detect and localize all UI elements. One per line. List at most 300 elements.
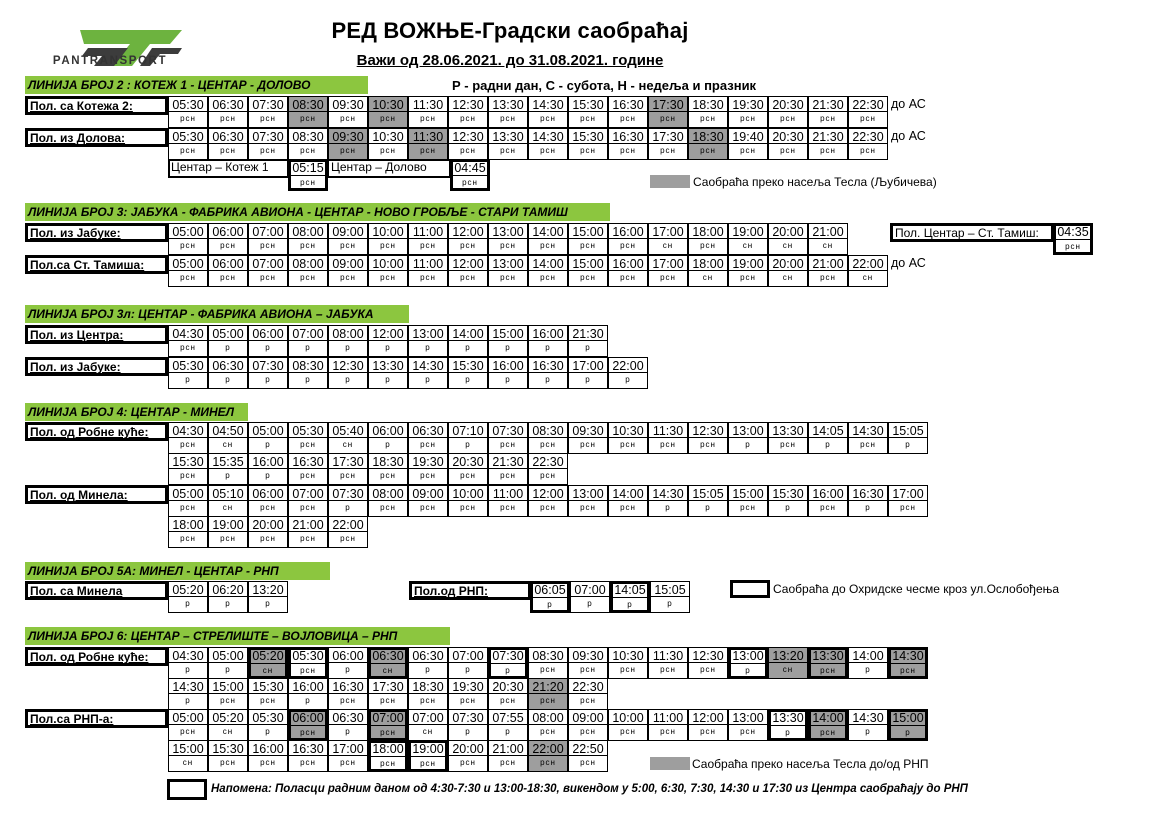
- departure-cell: [408, 740, 448, 772]
- departure-days: рсн: [260, 146, 276, 155]
- departure-time: 06:20: [209, 582, 247, 597]
- departure-days: р: [305, 343, 311, 352]
- departure-days: рсн: [460, 696, 476, 705]
- departure-time: 10:00: [609, 710, 647, 725]
- departure-days: рсн: [900, 666, 916, 675]
- departure-cell: [448, 709, 488, 741]
- departure-days: рсн: [740, 114, 756, 123]
- departure-days: р: [505, 666, 511, 675]
- departure-time: 20:30: [769, 97, 807, 112]
- departure-days: рсн: [420, 471, 436, 480]
- line-3-special-cell: 04:35 рсн: [1053, 223, 1093, 255]
- departure-cell: [888, 709, 928, 741]
- departure-time: 12:30: [689, 423, 727, 438]
- departure-days: р: [185, 696, 191, 705]
- departure-cell: [448, 740, 488, 772]
- departure-cell: [208, 581, 248, 613]
- departure-time: 06:30: [329, 710, 367, 725]
- line-3l-header: ЛИНИЈА БРОЈ 3л: ЦЕНТАР - ФАБРИКА АВИОНА – ЈАБУКА: [25, 305, 409, 323]
- departure-time: 16:30: [609, 97, 647, 112]
- departure-cell: [808, 223, 848, 255]
- departure-time: 20:30: [489, 679, 527, 694]
- departure-cell: [408, 128, 448, 160]
- departure-days: рсн: [660, 665, 676, 674]
- departure-cell: [288, 422, 328, 454]
- line-3l-row2-label: Пол. из Јабуке:: [25, 357, 168, 376]
- departure-days: р: [587, 599, 593, 608]
- departure-cell: [208, 128, 248, 160]
- departure-days: рсн: [580, 114, 596, 123]
- departure-cell: [888, 647, 928, 679]
- departure-days: рсн: [300, 440, 316, 449]
- departure-cell: [568, 422, 608, 454]
- departure-cell: [248, 740, 288, 772]
- departure-cell: [368, 128, 408, 160]
- departure-cell: [688, 422, 728, 454]
- departure-time: 09:30: [569, 423, 607, 438]
- departure-time: 08:00: [289, 256, 327, 271]
- departure-time: 05:30: [169, 129, 207, 144]
- departure-time: 16:00: [809, 486, 847, 501]
- departure-cell: [208, 678, 248, 710]
- departure-cell: [248, 255, 288, 287]
- departure-cell: [608, 422, 648, 454]
- departure-cell: [648, 255, 688, 287]
- departure-cell: [650, 581, 690, 613]
- departure-time: 05:00: [209, 326, 247, 341]
- departure-cell: [368, 740, 408, 772]
- departure-time: 16:30: [609, 129, 647, 144]
- departure-time: 13:00: [489, 256, 527, 271]
- departure-days: р: [265, 599, 271, 608]
- departure-time: 07:30: [489, 423, 527, 438]
- departure-time: 07:00: [449, 648, 487, 663]
- departure-days: сн: [782, 241, 794, 250]
- departure-days: рсн: [300, 114, 316, 123]
- line-4-row1-label: Пол. од Робне куће:: [25, 422, 168, 441]
- departure-days: рсн: [540, 727, 556, 736]
- departure-days: рсн: [540, 758, 556, 767]
- departure-days: рсн: [620, 727, 636, 736]
- departure-time: 16:30: [849, 486, 887, 501]
- departure-cell: [288, 453, 328, 485]
- departure-days: рсн: [540, 471, 556, 480]
- line-3-row2-extra: до АС: [891, 256, 926, 270]
- departure-time: 06:00: [209, 256, 247, 271]
- departure-days: рсн: [780, 146, 796, 155]
- departure-time: 16:00: [529, 326, 567, 341]
- departure-time: 09:30: [329, 97, 367, 112]
- line-4-header: ЛИНИЈА БРОЈ 4: ЦЕНТАР - МИНЕЛ: [25, 403, 248, 421]
- departure-time: 08:00: [289, 224, 327, 239]
- departure-cell: [168, 647, 208, 679]
- line-4-row2-label: Пол. од Минела:: [25, 485, 168, 504]
- line-3-special-label: Пол. Центар – Ст. Тамиш:: [890, 223, 1054, 242]
- departure-cell: [568, 223, 608, 255]
- departure-cell: [488, 709, 528, 741]
- departure-cell: [328, 740, 368, 772]
- departure-time: 05:20: [169, 582, 207, 597]
- departure-time: 20:00: [249, 517, 287, 532]
- departure-cell: [448, 128, 488, 160]
- departure-time: 07:00: [249, 256, 287, 271]
- departure-time: 10:30: [369, 129, 407, 144]
- departure-cell: [768, 485, 808, 517]
- departure-days: р: [545, 343, 551, 352]
- departure-days: р: [425, 375, 431, 384]
- departure-time: 22:00: [529, 741, 567, 756]
- departure-cell: [368, 709, 408, 741]
- departure-days: р: [465, 727, 471, 736]
- departure-days: р: [505, 727, 511, 736]
- departure-time: 09:00: [569, 710, 607, 725]
- departure-time: 07:30: [492, 649, 524, 663]
- departure-days: рсн: [220, 758, 236, 767]
- departure-time: 13:30: [489, 97, 527, 112]
- departure-days: рсн: [500, 241, 516, 250]
- departure-days: рсн: [300, 534, 316, 543]
- departure-days: рсн: [180, 503, 196, 512]
- departure-time: 04:50: [209, 423, 247, 438]
- line-6-header: ЛИНИЈА БРОЈ 6: ЦЕНТАР – СТРЕЛИШТЕ – ВОЈЛОВИЦА – РНП: [25, 627, 450, 645]
- departure-cell: [448, 453, 488, 485]
- departure-time: 16:00: [609, 256, 647, 271]
- departure-days: р: [465, 375, 471, 384]
- departure-cell: [368, 678, 408, 710]
- departure-days: рсн: [420, 146, 436, 155]
- departure-cell: [208, 453, 248, 485]
- departure-days: рсн: [540, 696, 556, 705]
- departure-cell: [248, 223, 288, 255]
- departure-time: 22:30: [849, 129, 887, 144]
- departure-cell: [368, 96, 408, 128]
- departure-cell: [768, 128, 808, 160]
- departure-time: 08:00: [329, 326, 367, 341]
- departure-cell: [608, 128, 648, 160]
- departure-time: 06:30: [409, 423, 447, 438]
- departure-time: 07:30: [249, 358, 287, 373]
- departure-time: 19:00: [729, 256, 767, 271]
- departure-time: 07:00: [289, 486, 327, 501]
- departure-time: 16:00: [249, 741, 287, 756]
- departure-time: 12:30: [689, 648, 727, 663]
- departure-time: 17:00: [329, 741, 367, 756]
- departure-days: рсн: [740, 273, 756, 282]
- departure-time: 06:00: [249, 486, 287, 501]
- departure-cell: [568, 485, 608, 517]
- departure-cell: [168, 485, 208, 517]
- departure-days: р: [425, 343, 431, 352]
- departure-time: 15:30: [569, 129, 607, 144]
- departure-time: 05:00: [169, 710, 207, 725]
- departure-time: 05:30: [169, 97, 207, 112]
- departure-cell: [248, 647, 288, 679]
- departure-cell: [248, 709, 288, 741]
- departure-time: 13:00: [732, 649, 764, 663]
- departure-days: р: [385, 440, 391, 449]
- departure-time: 13:00: [729, 710, 767, 725]
- departure-time: 14:30: [409, 358, 447, 373]
- departure-days: р: [225, 471, 231, 480]
- departure-days: сн: [742, 241, 754, 250]
- departure-cell: [648, 422, 688, 454]
- departure-days: рсн: [420, 503, 436, 512]
- departure-time: 07:30: [329, 486, 367, 501]
- departure-days: р: [667, 599, 673, 608]
- departure-time: 11:00: [489, 486, 527, 501]
- departure-time: 13:30: [369, 358, 407, 373]
- departure-days: рсн: [380, 241, 396, 250]
- departure-time: 07:00: [409, 710, 447, 725]
- departure-time: 12:00: [449, 256, 487, 271]
- departure-cell: [328, 516, 368, 548]
- departure-days: р: [465, 665, 471, 674]
- departure-time: 20:00: [769, 224, 807, 239]
- departure-days: рсн: [500, 114, 516, 123]
- departure-cell: [328, 357, 368, 389]
- departure-time: 06:30: [209, 129, 247, 144]
- departure-days: рсн: [660, 273, 676, 282]
- departure-days: рсн: [420, 273, 436, 282]
- departure-days: рсн: [460, 273, 476, 282]
- departure-time: 13:30: [772, 711, 804, 725]
- departure-days: р: [345, 343, 351, 352]
- departure-time: 20:30: [449, 454, 487, 469]
- departure-cell: [688, 709, 728, 741]
- departure-cell: [248, 581, 288, 613]
- departure-days: рсн: [500, 273, 516, 282]
- departure-days: р: [505, 375, 511, 384]
- departure-time: 15:30: [569, 97, 607, 112]
- departure-days: рсн: [300, 241, 316, 250]
- departure-cell: [528, 128, 568, 160]
- departure-time: 11:30: [409, 129, 447, 144]
- departure-time: 16:30: [329, 679, 367, 694]
- departure-cell: [568, 709, 608, 741]
- departure-time: 15:35: [209, 454, 247, 469]
- departure-days: рсн: [340, 696, 356, 705]
- departure-cell: [208, 357, 248, 389]
- departure-days: рсн: [820, 666, 836, 675]
- departure-days: рсн: [180, 440, 196, 449]
- departure-cell: [688, 485, 728, 517]
- departure-cell: [488, 678, 528, 710]
- departure-days: рсн: [260, 114, 276, 123]
- departure-time: 10:30: [609, 648, 647, 663]
- line-3-header: ЛИНИЈА БРОЈ 3: ЈАБУКА - ФАБРИКА АВИОНА - ЦЕНТАР - НОВО ГРОБЉЕ - СТАРИ ТАМИШ: [25, 203, 610, 221]
- departure-time: 21:20: [529, 679, 567, 694]
- departure-days: рсн: [860, 146, 876, 155]
- departure-cell: [328, 128, 368, 160]
- departure-time: 07:00: [372, 711, 404, 725]
- departure-cell: [488, 223, 528, 255]
- departure-time: 15:00: [729, 486, 767, 501]
- departure-days: рсн: [620, 146, 636, 155]
- departure-days: рсн: [540, 503, 556, 512]
- departure-time: 19:40: [729, 129, 767, 144]
- departure-cell: [728, 422, 768, 454]
- departure-time: 15:00: [489, 326, 527, 341]
- line-2-header: ЛИНИЈА БРОЈ 2 : КОТЕЖ 1 - ЦЕНТАР - ДОЛОВО: [25, 76, 368, 94]
- departure-time: 22:50: [569, 741, 607, 756]
- departure-cell: [528, 709, 568, 741]
- departure-cell: [328, 422, 368, 454]
- departure-time: 15:00: [892, 711, 924, 725]
- departure-time: 22:30: [569, 679, 607, 694]
- departure-cell: [368, 422, 408, 454]
- logo-text: PANTRANSPORT: [52, 55, 168, 67]
- departure-days: р: [585, 343, 591, 352]
- departure-time: 11:00: [409, 224, 447, 239]
- departure-time: 12:00: [529, 486, 567, 501]
- departure-days: р: [225, 375, 231, 384]
- days-legend: Р - радни дан, С - субота, Н - недеља и празник: [452, 78, 757, 93]
- departure-time: 06:30: [209, 358, 247, 373]
- departure-days: р: [185, 599, 191, 608]
- departure-time: 17:30: [649, 129, 687, 144]
- departure-time: 15:30: [769, 486, 807, 501]
- departure-cell: [368, 485, 408, 517]
- departure-cell: [368, 453, 408, 485]
- departure-time: 09:30: [569, 648, 607, 663]
- departure-time: 11:30: [649, 648, 687, 663]
- departure-time: 14:30: [849, 710, 887, 725]
- departure-days: рсн: [620, 114, 636, 123]
- departure-cell: [528, 678, 568, 710]
- departure-days: рсн: [580, 503, 596, 512]
- departure-time: 20:30: [769, 129, 807, 144]
- departure-cell: [568, 255, 608, 287]
- validity-period: Важи од 28.06.2021. до 31.08.2021. године: [356, 52, 664, 69]
- departure-time: 18:00: [689, 224, 727, 239]
- departure-days: рсн: [740, 146, 756, 155]
- departure-time: 11:00: [409, 256, 447, 271]
- departure-cell: [288, 647, 328, 679]
- departure-cell: [248, 485, 288, 517]
- departure-days: рсн: [460, 114, 476, 123]
- departure-days: рсн: [460, 146, 476, 155]
- departure-cell: [808, 128, 848, 160]
- departure-time: 04:30: [169, 423, 207, 438]
- departure-time: 06:05: [534, 583, 566, 597]
- departure-time: 11:30: [649, 423, 687, 438]
- departure-days: рсн: [700, 727, 716, 736]
- departure-time: 04:30: [169, 326, 207, 341]
- departure-days: рсн: [500, 758, 516, 767]
- departure-days: рсн: [380, 114, 396, 123]
- departure-time: 17:00: [649, 224, 687, 239]
- departure-cell: [288, 128, 328, 160]
- departure-time: 09:00: [409, 486, 447, 501]
- departure-days: рсн: [180, 727, 196, 736]
- departure-days: рсн: [180, 534, 196, 543]
- departure-days: рсн: [220, 114, 236, 123]
- departure-cell: [808, 422, 848, 454]
- departure-days: рсн: [380, 471, 396, 480]
- departure-days: рсн: [220, 696, 236, 705]
- departure-time: 07:55: [489, 710, 527, 725]
- departure-cell: [728, 709, 768, 741]
- departure-time: 19:00: [209, 517, 247, 532]
- departure-cell: [728, 223, 768, 255]
- departure-cell: [448, 255, 488, 287]
- departure-cell: [368, 357, 408, 389]
- departure-time: 21:00: [489, 741, 527, 756]
- departure-days: рсн: [620, 241, 636, 250]
- departure-cell: [288, 740, 328, 772]
- departure-cell: [168, 325, 208, 357]
- departure-time: 08:30: [529, 423, 567, 438]
- departure-time: 16:00: [609, 224, 647, 239]
- departure-time: 05:00: [169, 486, 207, 501]
- departure-days: рсн: [300, 146, 316, 155]
- departure-cell: [848, 96, 888, 128]
- departure-time: 11:00: [649, 710, 687, 725]
- departure-days: р: [345, 503, 351, 512]
- departure-days: р: [505, 343, 511, 352]
- departure-time: 18:30: [689, 97, 727, 112]
- departure-cell: [288, 678, 328, 710]
- line-6-gray-legend-text: Саобраћа преко насеља Тесла до/од РНП: [692, 757, 929, 771]
- departure-days: р: [345, 727, 351, 736]
- departure-cell: [328, 647, 368, 679]
- departure-cell: [328, 709, 368, 741]
- departure-time: 13:30: [769, 423, 807, 438]
- departure-days: рсн: [500, 146, 516, 155]
- departure-time: 17:00: [889, 486, 927, 501]
- departure-days: рсн: [860, 440, 876, 449]
- departure-time: 13:00: [569, 486, 607, 501]
- departure-cell: [848, 255, 888, 287]
- departure-days: р: [905, 728, 911, 737]
- departure-cell: [528, 325, 568, 357]
- departure-time: 10:30: [609, 423, 647, 438]
- departure-days: рсн: [500, 696, 516, 705]
- departure-time: 19:30: [729, 97, 767, 112]
- line-6-gray-legend-swatch: [650, 757, 690, 770]
- departure-days: рсн: [580, 146, 596, 155]
- departure-days: р: [345, 665, 351, 674]
- departure-days: рсн: [300, 758, 316, 767]
- departure-cell: [168, 422, 208, 454]
- departure-time: 13:00: [489, 224, 527, 239]
- departure-days: р: [785, 728, 791, 737]
- departure-cell: [248, 128, 288, 160]
- line-6-row2-label: Пол.са РНП-а:: [25, 709, 168, 728]
- departure-time: 08:00: [529, 710, 567, 725]
- departure-days: р: [665, 503, 671, 512]
- departure-cell: [808, 485, 848, 517]
- departure-cell: [688, 223, 728, 255]
- departure-days: рсн: [580, 273, 596, 282]
- departure-cell: [248, 516, 288, 548]
- departure-time: 14:30: [529, 97, 567, 112]
- departure-cell: [288, 357, 328, 389]
- departure-cell: [608, 255, 648, 287]
- departure-time: 21:30: [489, 454, 527, 469]
- departure-time: 14:30: [529, 129, 567, 144]
- departure-cell: [568, 678, 608, 710]
- departure-cell: [168, 740, 208, 772]
- departure-days: рсн: [340, 758, 356, 767]
- departure-cell: [688, 96, 728, 128]
- departure-days: рсн: [420, 759, 436, 768]
- departure-cell: [328, 223, 368, 255]
- departure-time: 18:00: [372, 742, 404, 756]
- departure-days: рсн: [220, 534, 236, 543]
- departure-time: 06:00: [369, 423, 407, 438]
- departure-cell: [488, 453, 528, 485]
